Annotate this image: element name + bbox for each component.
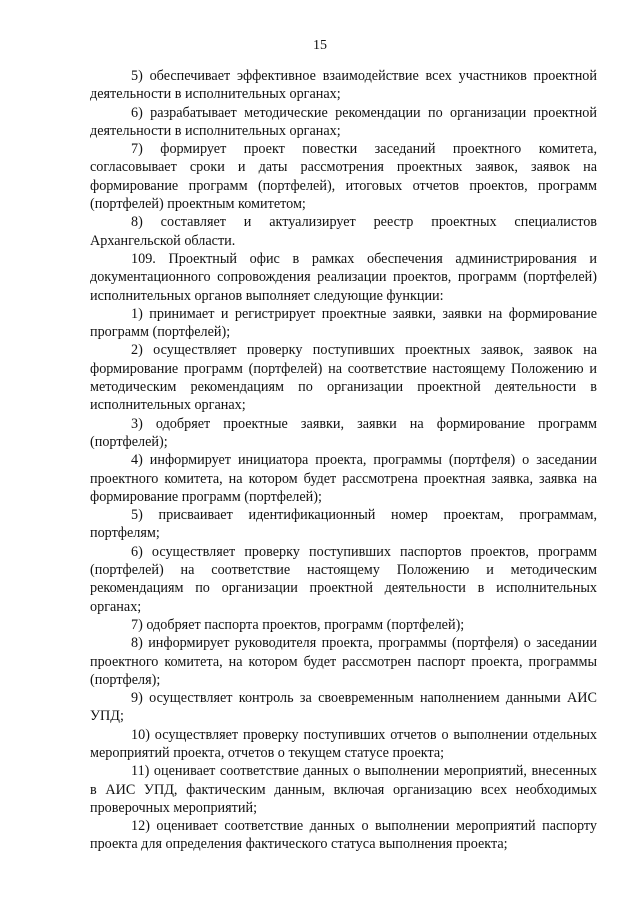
paragraph-109-item-8: 8) информирует руководителя проекта, программы (портфеля) о заседании проектного комитета, на котором будет рассмотрен паспорт проекта, программы (портфеля); xyxy=(90,635,597,688)
paragraph-109-item-10: 10) осуществляет проверку поступивших отчетов о выполнении отдельных мероприятий проекта, отчетов о текущем статусе проекта; xyxy=(90,726,597,761)
paragraph-8-item: 8) составляет и актуализирует реестр проектных специалистов Архангельской области. xyxy=(90,214,597,249)
paragraph-109-item-11: 11) оценивает соответствие данных о выполнении мероприятий, внесенных в АИС УПД, фактическим данным, включая организацию всех необходимых проверочных мероприятий; xyxy=(90,763,597,816)
paragraph-109-item-5: 5) присваивает идентификационный номер проектам, программам, портфелям; xyxy=(90,507,597,542)
paragraph-clause-109: 109. Проектный офис в рамках обеспечения администрирования и документационного сопровождения реализации проектов, программ (портфелей) исполнительных органов выполняет следующие функции: xyxy=(90,250,597,304)
page-number: 15 xyxy=(313,38,327,53)
paragraph-109-item-9: 9) осуществляет контроль за своевременным наполнением данными АИС УПД; xyxy=(90,690,597,725)
paragraph-109-item-3: 3) одобряет проектные заявки, заявки на формирование программ (портфелей); xyxy=(90,415,597,450)
paragraph-109-item-4: 4) информирует инициатора проекта, программы (портфеля) о заседании проектного комитета, на котором будет рассмотрена проектная заявка, заявка на формирование программ (портфелей); xyxy=(90,452,597,505)
paragraph-109-item-2: 2) осуществляет проверку поступивших проектных заявок, заявок на формирование программ (портфелей) на соответствие настоящему Положению и методическим рекомендациям по организации проектной деятельности в исполнительных органах; xyxy=(90,342,597,414)
paragraph-5-item: 5) обеспечивает эффективное взаимодействие всех участников проектной деятельности в исполнительных органах; xyxy=(90,68,597,103)
document-body xyxy=(90,67,597,854)
paragraph-7-item: 7) формирует проект повестки заседаний проектного комитета, согласовывает сроки и даты рассмотрения проектных заявок, заявок на формирование программ (портфелей), итоговых отчетов проектов, программ (портфелей) проектным комитетом; xyxy=(90,141,597,213)
paragraph-6-item: 6) разрабатывает методические рекомендации по организации проектной деятельности в исполнительных органах; xyxy=(90,104,597,139)
paragraph-109-item-7: 7) одобряет паспорта проектов, программ (портфелей); xyxy=(131,616,465,633)
paragraph-109-item-1: 1) принимает и регистрирует проектные заявки, заявки на формирование программ (портфелей); xyxy=(90,305,597,341)
paragraph-109-item-6: 6) осуществляет проверку поступивших паспортов проектов, программ (портфелей) на соответствие настоящему Положению и методическим рекомендациям по организации проектной деятельности в исполнительных органах; xyxy=(90,543,597,615)
paragraph-109-item-12: 12) оценивает соответствие данных о выполнении мероприятий паспорту проекта для определения фактического статуса выполнения проекта; xyxy=(90,818,597,853)
